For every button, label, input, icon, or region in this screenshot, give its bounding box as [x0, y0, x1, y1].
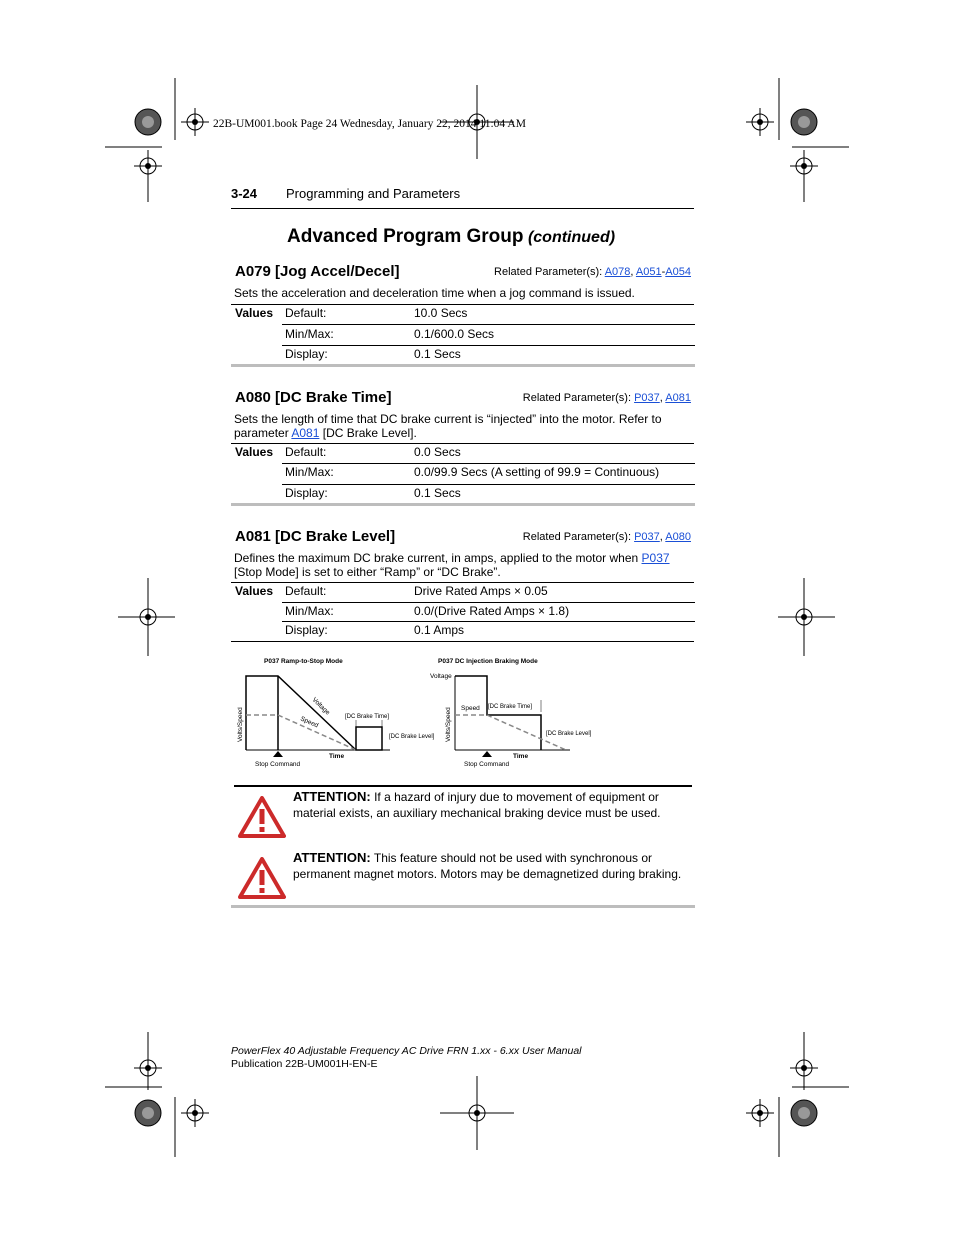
values-label: Values [235, 445, 274, 459]
row-divider [282, 621, 695, 622]
row-divider [282, 345, 695, 346]
attention-bottom-bar [231, 905, 695, 908]
link-p037-inline[interactable]: P037 [641, 551, 670, 565]
attention-text-1 [293, 789, 693, 821]
brake-level-label: [DC Brake Level] [546, 731, 592, 737]
stop-command-label: Stop Command [464, 761, 510, 768]
section-bar [231, 364, 695, 367]
row-label: Display: [285, 623, 328, 637]
param-desc-a079: Sets the acceleration and deceleration time when a jog command is issued. [234, 286, 635, 300]
related-params-a079: Related Parameter(s): A078, A051-A054 [494, 266, 691, 278]
voltage-label: Voltage [430, 673, 452, 680]
link-a081[interactable]: A081 [665, 392, 691, 404]
attention-top-rule [234, 785, 692, 787]
speed-label: Speed [299, 715, 320, 730]
row-divider [282, 602, 695, 603]
row-value: 0.0 Secs [414, 445, 461, 459]
stop-command-label: Stop Command [255, 761, 301, 768]
desc-text: [DC Brake Level]. [319, 426, 417, 440]
section-title: Programming and Parameters [286, 186, 461, 201]
link-p037[interactable]: P037 [634, 531, 660, 543]
attention-text-2 [293, 850, 693, 882]
table-bottom-rule [231, 641, 694, 642]
row-label: Min/Max: [285, 465, 334, 479]
dc-injection-diagram [430, 658, 592, 768]
param-title-a080: A080 [DC Brake Time] [235, 389, 392, 406]
values-top-rule [231, 582, 694, 583]
desc-text: [Stop Mode] is set to either “Ramp” or “DC Brake”. [234, 565, 501, 579]
row-value: 0.0/99.9 Secs (A setting of 99.9 = Continuous) [414, 465, 660, 479]
brake-level-label: [DC Brake Level] [389, 734, 435, 740]
row-label: Display: [285, 347, 328, 361]
voltage-label: Voltage [310, 696, 332, 717]
param-title-a081: A081 [DC Brake Level] [235, 528, 396, 545]
attention-body: This feature should not be used with synchronous or permanent magnet motors. Motors may be demagnetized during braking. [293, 851, 682, 881]
row-divider [282, 484, 695, 485]
group-title [287, 226, 615, 248]
stop-arrow-icon [482, 751, 492, 757]
row-divider [282, 463, 695, 464]
x-axis-label: Time [513, 753, 529, 760]
values-label: Values [235, 306, 274, 320]
row-label: Min/Max: [285, 327, 334, 341]
row-value: 0.1 Secs [414, 486, 461, 500]
row-value: 0.1/600.0 Secs [414, 327, 495, 341]
warning-triangle-icon [238, 796, 286, 838]
attention-label: ATTENTION: [293, 789, 371, 804]
row-divider [282, 324, 695, 325]
row-label: Default: [285, 445, 327, 459]
footer-manual-title: PowerFlex 40 Adjustable Frequency AC Drive FRN 1.xx - 6.xx User Manual [231, 1045, 582, 1057]
header-rule [231, 208, 694, 209]
ramp-to-stop-diagram [237, 658, 435, 768]
related-params-a080: Related Parameter(s): P037, A081 [522, 392, 691, 404]
group-title-main: Advanced Program Group [287, 226, 524, 247]
diagram-title: P037 DC Injection Braking Mode [438, 658, 538, 665]
stop-arrow-icon [273, 751, 283, 757]
row-value: 0.1 Amps [414, 623, 465, 637]
row-value: Drive Rated Amps × 0.05 [414, 584, 548, 598]
group-title-suffix: (continued) [527, 229, 616, 246]
attention-body: If a hazard of injury due to movement of equipment or material exists, an auxiliary mechanical braking device must be used. [293, 790, 661, 820]
related-params-a081: Related Parameter(s): P037, A080 [522, 531, 691, 543]
braking-mode-diagrams [230, 650, 700, 775]
y-axis-label: Volts/Speed [445, 707, 452, 742]
param-title-a079: A079 [Jog Accel/Decel] [235, 263, 400, 280]
link-a081-inline[interactable]: A081 [291, 426, 320, 440]
related-label: Related Parameter(s): [522, 531, 632, 543]
row-value: 10.0 Secs [414, 306, 468, 320]
section-bar [231, 503, 695, 506]
param-desc-a081 [234, 551, 694, 579]
param-desc-a080 [234, 412, 694, 440]
print-slug: 22B-UM001.book Page 24 Wednesday, January 22, 2014 11:04 AM [213, 118, 526, 130]
diagram-title: P037 Ramp-to-Stop Mode [264, 658, 343, 665]
link-a054[interactable]: A054 [665, 266, 691, 278]
brake-time-label: [DC Brake Time] [488, 704, 533, 710]
values-label: Values [235, 584, 274, 598]
desc-text: Sets the length of time that DC brake current is “injected” into the motor. Refer to parameter [234, 412, 662, 440]
link-a078[interactable]: A078 [604, 266, 631, 278]
brake-time-label: [DC Brake Time] [345, 714, 390, 720]
attention-label: ATTENTION: [293, 850, 371, 865]
row-label: Min/Max: [285, 604, 334, 618]
warning-triangle-icon [238, 857, 286, 899]
values-top-rule [231, 304, 694, 305]
link-a051[interactable]: A051 [635, 266, 662, 278]
link-a080[interactable]: A080 [665, 531, 691, 543]
desc-text: Defines the maximum DC brake current, in amps, applied to the motor when [234, 551, 642, 565]
y-axis-label: Volts/Speed [237, 707, 244, 742]
link-p037[interactable]: P037 [634, 392, 660, 404]
page-number: 3-24 [231, 186, 258, 201]
row-value: 0.0/(Drive Rated Amps × 1.8) [414, 604, 570, 618]
x-axis-label: Time [329, 753, 345, 760]
row-label: Default: [285, 306, 327, 320]
speed-label: Speed [461, 705, 480, 712]
row-label: Default: [285, 584, 327, 598]
row-value: 0.1 Secs [414, 347, 461, 361]
values-top-rule [231, 443, 694, 444]
related-label: Related Parameter(s): [522, 392, 632, 404]
row-label: Display: [285, 486, 328, 500]
related-label: Related Parameter(s): [494, 266, 603, 278]
footer-publication: Publication 22B-UM001H-EN-E [231, 1058, 378, 1070]
